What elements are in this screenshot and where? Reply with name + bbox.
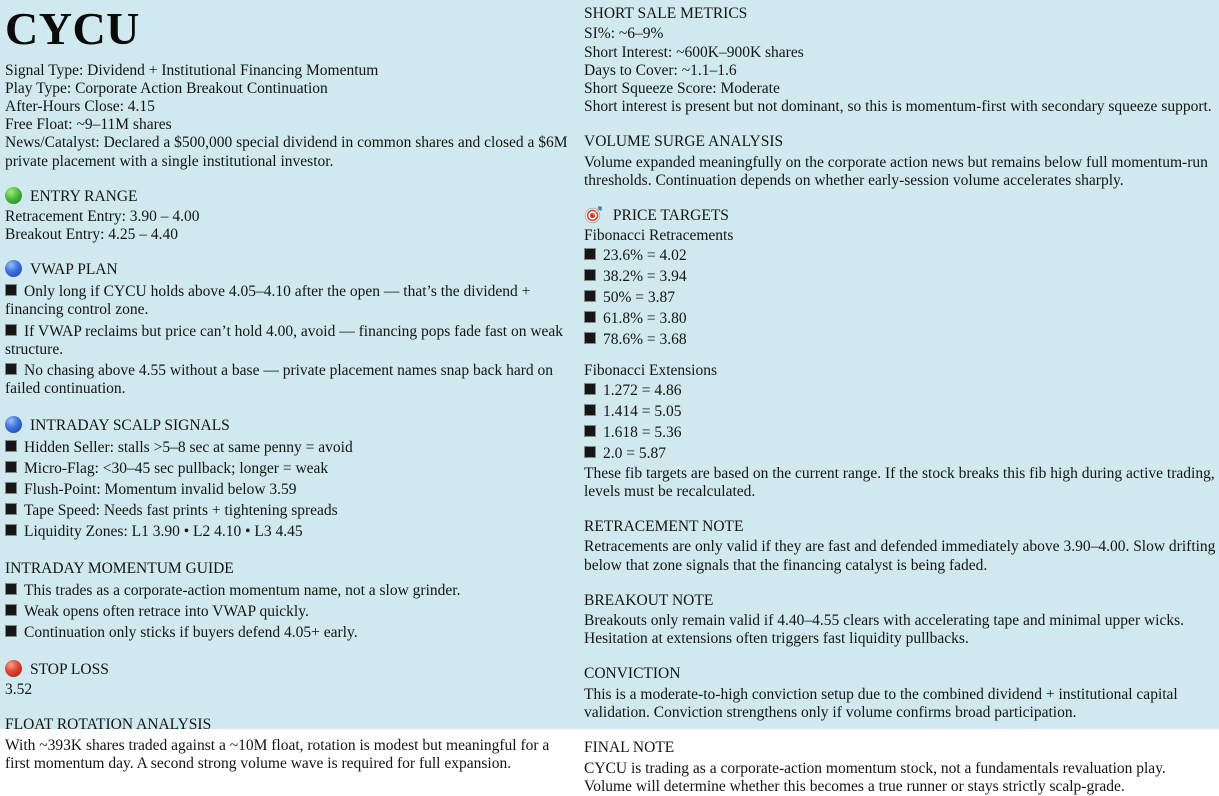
- line-text: After-Hours Close: 4.15: [5, 98, 155, 116]
- line-text: Fibonacci Retracements: [584, 227, 734, 245]
- bullet-text: Continuation only sticks if buyers defend 4.05+ early.: [24, 623, 358, 641]
- bullet-item: [584, 380, 1216, 401]
- section-conviction: [584, 663, 1216, 722]
- line-text: Retracement Entry: 3.90 – 4.00: [5, 208, 200, 226]
- line-text: CYCU is trading as a corporate-action momentum stock, not a fundamentals revaluation play. Volume will determine whether this becomes a true runner or stays strictly scalp-grade.: [584, 759, 1166, 795]
- price-targets-header: [584, 205, 1216, 227]
- section-price-targets: [584, 205, 1216, 501]
- conviction-header: [584, 663, 1216, 685]
- intraday-momentum-guide-header: [5, 558, 577, 580]
- text-line: [5, 681, 577, 699]
- text-line: [584, 612, 1216, 648]
- text-line: [584, 538, 1216, 574]
- line-text: Breakouts only remain valid if 4.40–4.55 clears with accelerating tape and minimal upper wicks. Hesitation at extensions often triggers fast liquidity pullbacks.: [584, 612, 1185, 648]
- bullet-text: Tape Speed: Needs fast prints + tightening spreads: [24, 501, 338, 519]
- volume-surge-analysis-header: [584, 131, 1216, 153]
- text-line: [584, 62, 1216, 80]
- line-text: News/Catalyst: Declared a $500,000 special dividend in common shares and closed a $6M private placement with a single institutional investor.: [5, 134, 568, 170]
- red-sphere-icon: [5, 660, 22, 677]
- right-column: [584, 3, 1216, 796]
- bullet-text: 61.8% = 3.80: [603, 310, 687, 328]
- text-line: [584, 760, 1216, 796]
- square-bullet-icon: [5, 324, 17, 336]
- square-bullet-icon: [584, 290, 596, 302]
- bullet-text: Liquidity Zones: L1 3.90 • L2 4.10 • L3 4.45: [24, 523, 303, 541]
- bullet-item: [5, 360, 577, 399]
- target-icon: [584, 205, 603, 224]
- text-line: [5, 62, 577, 80]
- section-vwap-plan: [5, 259, 577, 399]
- bullet-text: 38.2% = 3.94: [603, 268, 687, 286]
- text-line: [584, 154, 1216, 190]
- bullet-text: Flush-Point: Momentum invalid below 3.59: [24, 480, 297, 498]
- short-sale-metrics-header: [584, 3, 1216, 25]
- line-text: Play Type: Corporate Action Breakout Continuation: [5, 80, 328, 98]
- bullet-text: 23.6% = 4.02: [603, 246, 687, 264]
- blue-sphere-icon: [5, 260, 22, 277]
- bullet-text: 1.618 = 5.36: [603, 423, 682, 441]
- section-entry-range: [5, 186, 577, 245]
- bullet-item: [5, 580, 577, 601]
- float-rotation-analysis-header-label: FLOAT ROTATION ANALYSIS: [5, 716, 212, 734]
- bullet-item: [584, 245, 1216, 266]
- bullet-item: [584, 401, 1216, 422]
- bullet-text: 2.0 = 5.87: [603, 445, 666, 463]
- bullet-item: [584, 330, 1216, 351]
- bullet-item: [5, 500, 577, 521]
- bullet-item: [5, 479, 577, 500]
- section-retracement-note: [584, 516, 1216, 575]
- stop-loss-header-label: STOP LOSS: [30, 660, 109, 678]
- square-bullet-icon: [584, 311, 596, 323]
- section-stop-loss: [5, 659, 577, 700]
- section-final-note: [584, 737, 1216, 796]
- line-text: Free Float: ~9–11M shares: [5, 116, 172, 134]
- square-bullet-icon: [5, 625, 17, 637]
- bullet-text: No chasing above 4.55 without a base — private placement names snap back hard on failed continuation.: [5, 361, 553, 397]
- bullet-text: 50% = 3.87: [603, 289, 676, 307]
- text-line: [584, 686, 1216, 722]
- intraday-scalp-signals-header: [5, 415, 577, 437]
- line-text: SI%: ~6–9%: [584, 25, 664, 43]
- bullet-text: Only long if CYCU holds above 4.05–4.10 after the open — that’s the dividend + financing control zone.: [5, 283, 531, 319]
- stop-loss-header: [5, 659, 577, 681]
- bullet-item: [5, 522, 577, 543]
- line-text: Fibonacci Extensions: [584, 362, 718, 380]
- square-bullet-icon: [5, 363, 17, 375]
- bullet-text: If VWAP reclaims but price can’t hold 4.00, avoid — financing pops fade fast on weak structure.: [5, 322, 564, 358]
- square-bullet-icon: [584, 332, 596, 344]
- line-text: Short Squeeze Score: Moderate: [584, 79, 780, 97]
- vwap-plan-header-label: VWAP PLAN: [30, 261, 118, 279]
- retracement-note-header-label: RETRACEMENT NOTE: [584, 517, 744, 535]
- square-bullet-icon: [5, 482, 17, 494]
- short-sale-metrics-header-label: SHORT SALE METRICS: [584, 5, 748, 22]
- line-text: Days to Cover: ~1.1–1.6: [584, 61, 737, 79]
- text-line: [584, 80, 1216, 98]
- text-line: [5, 98, 577, 116]
- bullet-text: 1.414 = 5.05: [603, 402, 682, 420]
- line-text: Signal Type: Dividend + Institutional Financing Momentum: [5, 61, 379, 79]
- bullet-item: [584, 309, 1216, 330]
- blue-sphere-icon: [5, 416, 22, 433]
- square-bullet-icon: [584, 404, 596, 416]
- text-line: [5, 208, 577, 226]
- square-bullet-icon: [5, 604, 17, 616]
- breakout-note-header: [584, 590, 1216, 612]
- bullet-item: [5, 458, 577, 479]
- line-text: 3.52: [5, 681, 33, 698]
- text-line: [584, 98, 1216, 116]
- final-note-header: [584, 737, 1216, 759]
- bullet-text: Micro-Flag: <30–45 sec pullback; longer = weak: [24, 459, 329, 477]
- bullet-item: [5, 437, 577, 458]
- square-bullet-icon: [584, 425, 596, 437]
- section-intraday-scalp-signals: [5, 415, 577, 543]
- line-text: Breakout Entry: 4.25 – 4.40: [5, 226, 179, 244]
- conviction-header-label: CONVICTION: [584, 665, 681, 683]
- section-float-rotation-analysis: [5, 714, 577, 773]
- line-text: These fib targets are based on the current range. If the stock breaks this fib high during active trading, levels must be recalculated.: [584, 464, 1215, 500]
- square-bullet-icon: [584, 248, 596, 260]
- square-bullet-icon: [584, 269, 596, 281]
- section-intraday-momentum-guide: [5, 558, 577, 644]
- section-volume-surge-analysis: [584, 131, 1216, 190]
- square-bullet-icon: [5, 461, 17, 473]
- spacer: [584, 351, 1216, 362]
- bullet-item: [5, 601, 577, 622]
- volume-surge-analysis-header-label: VOLUME SURGE ANALYSIS: [584, 133, 784, 151]
- bullet-text: 1.272 = 4.86: [603, 381, 682, 399]
- line-text: Short Interest: ~600K–900K shares: [584, 43, 804, 61]
- square-bullet-icon: [5, 583, 17, 595]
- text-line: [584, 227, 1216, 245]
- line-text: This is a moderate-to-high conviction setup due to the combined dividend + institutional capital validation. Conviction strengthens only if volume confirms broad participation.: [584, 685, 1178, 721]
- text-line: [5, 80, 577, 98]
- intraday-scalp-signals-header-label: INTRADAY SCALP SIGNALS: [30, 416, 230, 434]
- line-text: Retracements are only valid if they are fast and defended immediately above 3.90–4.00. Slow drifting below that zone signals that the financing catalyst is being faded.: [584, 538, 1216, 574]
- section-intro: [5, 62, 577, 171]
- line-text: Volume expanded meaningfully on the corporate action news but remains below full momentum-run thresholds. Continuation depends on whether early-session volume accelerates sharply.: [584, 153, 1208, 189]
- text-line: [5, 226, 577, 244]
- bullet-item: [5, 321, 577, 360]
- price-targets-header-label: PRICE TARGETS: [612, 206, 729, 224]
- left-column: [5, 3, 577, 773]
- vwap-plan-header: [5, 259, 577, 281]
- bullet-item: [584, 267, 1216, 288]
- bullet-text: This trades as a corporate-action momentum name, not a slow grinder.: [24, 581, 461, 599]
- square-bullet-icon: [584, 383, 596, 395]
- intraday-momentum-guide-header-label: INTRADAY MOMENTUM GUIDE: [5, 559, 234, 577]
- bullet-text: Hidden Seller: stalls >5–8 sec at same penny = avoid: [24, 438, 353, 456]
- text-line: [584, 362, 1216, 380]
- bullet-item: [584, 288, 1216, 309]
- line-text: With ~393K shares traded against a ~10M float, rotation is modest but meaningful for a first momentum day. A second strong volume wave is required for full expansion.: [5, 736, 550, 772]
- bullet-text: 78.6% = 3.68: [603, 331, 687, 349]
- text-line: [584, 465, 1216, 501]
- text-line: [5, 737, 577, 773]
- float-rotation-analysis-header: [5, 714, 577, 736]
- square-bullet-icon: [584, 446, 596, 458]
- text-line: [5, 134, 577, 170]
- green-sphere-icon: [5, 187, 22, 204]
- section-breakout-note: [584, 590, 1216, 649]
- square-bullet-icon: [5, 503, 17, 515]
- square-bullet-icon: [5, 284, 17, 296]
- ticker-title: CYCU: [5, 3, 140, 54]
- bullet-text: Weak opens often retrace into VWAP quickly.: [24, 602, 309, 620]
- square-bullet-icon: [5, 440, 17, 452]
- bullet-item: [5, 282, 577, 321]
- bullet-item: [584, 444, 1216, 465]
- bullet-item: [584, 422, 1216, 443]
- entry-range-header-label: ENTRY RANGE: [30, 187, 138, 205]
- final-note-header-label: FINAL NOTE: [584, 739, 675, 757]
- retracement-note-header: [584, 516, 1216, 538]
- line-text: Short interest is present but not dominant, so this is momentum-first with secondary squeeze support.: [584, 97, 1212, 115]
- bullet-item: [5, 622, 577, 643]
- square-bullet-icon: [5, 524, 17, 536]
- breakout-note-header-label: BREAKOUT NOTE: [584, 591, 714, 609]
- text-line: [584, 44, 1216, 62]
- text-line: [584, 25, 1216, 43]
- section-short-sale-metrics: [584, 3, 1216, 116]
- text-line: [5, 116, 577, 134]
- entry-range-header: [5, 186, 577, 208]
